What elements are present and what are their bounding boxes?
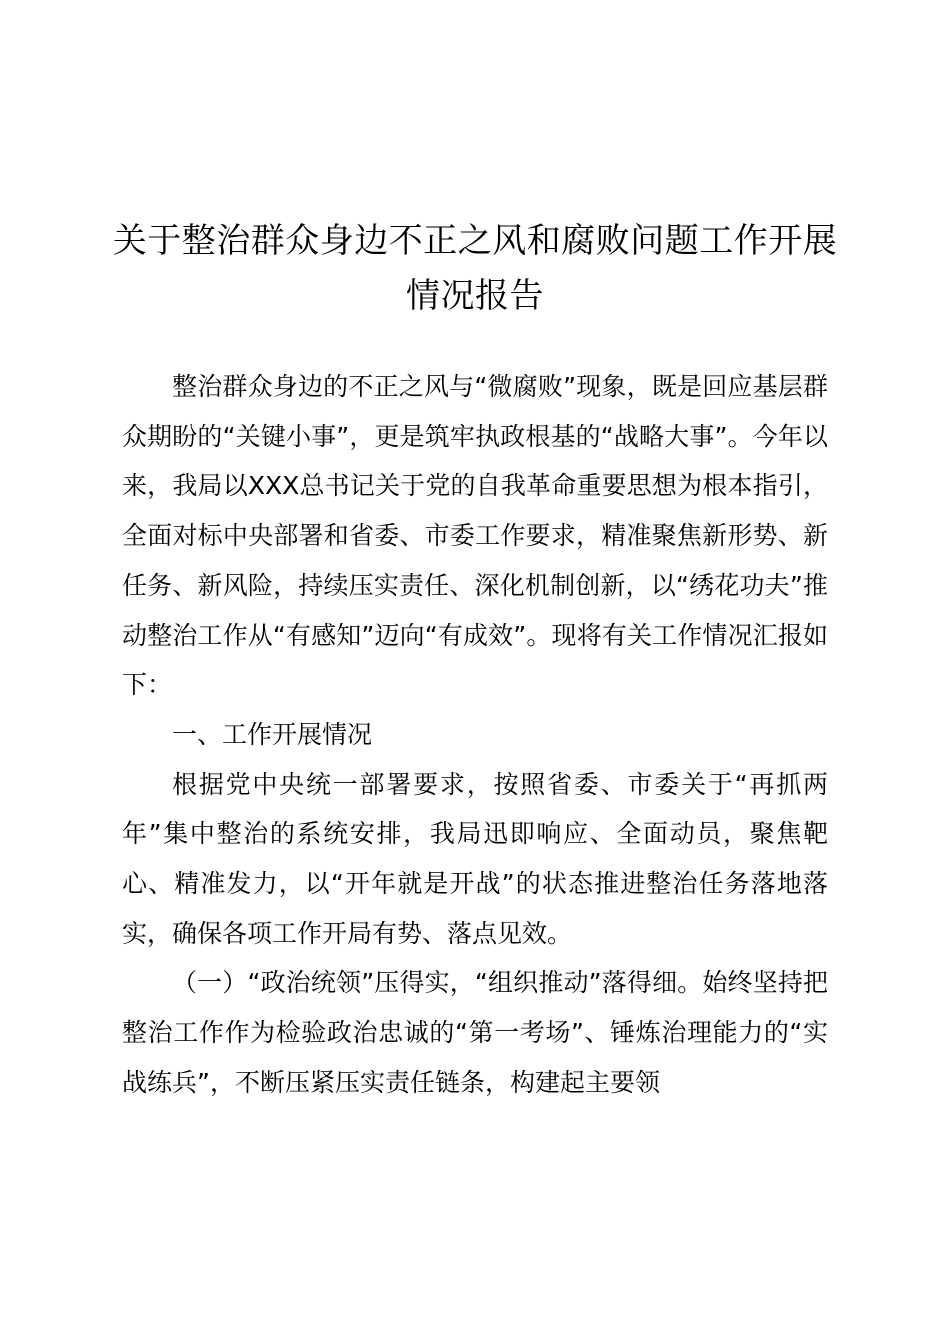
intro-paragraph: 整治群众身边的不正之风与“微腐败”现象，既是回应基层群众期盼的“关键小事”，更是筑牢执政根基的“战略大事”。今年以来，我局以XXX总书记关于党的自我革命重要思想为根本指引，全面对标中央部署和省委、市委工作要求，精准聚焦新形势、新任务、新风险，持续压实责任、深化机制创新，以“绣花功夫”推动整治工作从“有感知”迈向“有成效”。现将有关工作情况汇报如下：: [122, 372, 828, 700]
subsection-paragraph: （一）“政治统领”压得实，“组织推动”落得细。始终坚持把整治工作作为检验政治忠诚的“第一考场”、锤炼治理能力的“实战练兵”，不断压紧压实责任链条，构建起主要领: [122, 968, 828, 1097]
section-heading: 一、工作开展情况: [172, 719, 373, 749]
document-body: [122, 362, 828, 1108]
document-title: 关于整治群众身边不正之风和腐败问题工作开展情况报告: [112, 221, 838, 316]
body-paragraph: 根据党中央统一部署要求，按照省委、市委关于“再抓两年”集中整治的系统安排，我局迅即响应、全面动员，聚焦靶心、精准发力，以“开年就是开战”的状态推进整治任务落地落实，确保各项工作开局有势、落点见效。: [122, 769, 828, 948]
